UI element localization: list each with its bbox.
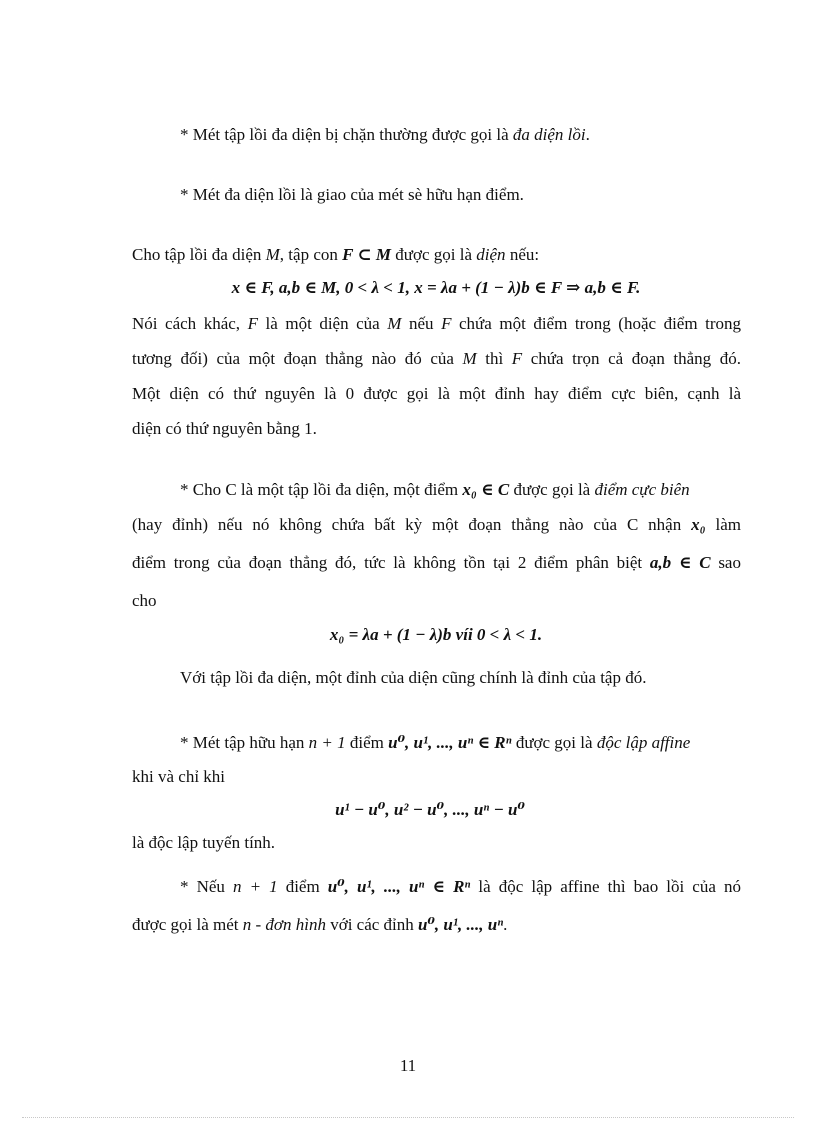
page-number: 11	[399, 1056, 417, 1075]
text: nếu:	[505, 245, 540, 264]
paragraph-intersection	[180, 184, 524, 206]
paragraph-face-definition	[132, 244, 539, 266]
paragraph-extreme-point-line1: * Cho C là một tập lồi đa diện, một điểm x₀ ∈ C được gọi là điểm cực biên	[180, 480, 690, 499]
term-affine-independent: độc lập affine	[596, 733, 691, 752]
term-extreme-point: điểm cực biên	[594, 480, 690, 499]
math-subset: F ⊂ M	[342, 245, 392, 264]
equation-face: x ∈ F, a,b ∈ M, 0 < λ < 1, x = λa + (1 − λ)b ∈ F ⇒ a,b ∈ F.	[231, 278, 641, 297]
paragraph-simplex-line1: * Nếu n + 1 điểm u⁰, u¹, ..., uⁿ ∈ Rⁿ là độc lập affine thì bao lồi của nó	[180, 877, 741, 896]
paragraph-vertex-of-face: Với tập lồi đa diện, một đỉnh của diện cũng chính là đỉnh của tập đó.	[180, 668, 647, 687]
paragraph-other-words-line2: tương đối) của một đoạn thẳng nào đó của M thì F chứa trọn cả đoạn thẳng đó.	[132, 349, 741, 368]
equation-differences: u¹ − u⁰, u² − u⁰, ..., uⁿ − u⁰	[335, 800, 525, 819]
paragraph-extreme-point-line4: cho	[132, 591, 157, 610]
term-n-simplex: n - đơn hình	[242, 915, 326, 934]
page-bottom-divider	[22, 1117, 794, 1118]
paragraph-linear-independence: là độc lập tuyến tính.	[132, 833, 276, 852]
paragraph-simplex-line2: được gọi là mét n - đơn hình với các đỉnh u⁰, u¹, ..., uⁿ.	[132, 915, 508, 934]
text: .	[585, 125, 590, 144]
text: * Mét đa diện lồi là giao của mét sè hữu hạn điểm.	[180, 185, 524, 204]
paragraph-other-words-line4: diện có thứ nguyên bằng 1.	[132, 419, 317, 438]
text: Cho tập lồi đa diện	[132, 245, 266, 264]
paragraph-extreme-point-line3: điểm trong của đoạn thẳng đó, tức là không tồn tại 2 điểm phân biệt a,b ∈ C sao	[132, 553, 741, 572]
text: được gọi là	[391, 245, 477, 264]
paragraph-other-words-line3: Một diện có thứ nguyên là 0 được gọi là một đỉnh hay điểm cực biên, cạnh là	[132, 384, 741, 403]
math-points-in-Rn: u⁰, u¹, ..., uⁿ ∈ Rⁿ	[388, 733, 512, 752]
paragraph-extreme-point-line2: (hay đỉnh) nếu nó không chứa bất kỳ một đoạn thẳng nào của C nhận x₀ làm	[132, 515, 741, 534]
text: * Mét tập lồi đa diện bị chặn thường được gọi là	[180, 125, 513, 144]
paragraph-polyhedron-definition	[180, 124, 590, 146]
paragraph-affine-independence-line2: khi và chỉ khi	[132, 767, 226, 786]
term-convex-polyhedron: đa diện lồi	[512, 125, 586, 144]
term-face: diện	[476, 245, 506, 264]
paragraph-affine-independence-line1: * Mét tập hữu hạn n + 1 điểm u⁰, u¹, ..., uⁿ ∈ Rⁿ được gọi là độc lập affine	[180, 733, 691, 752]
symbol-M: M	[265, 245, 280, 264]
paragraph-other-words-line1: Nói cách khác, F là một diện của M nếu F chứa một điểm trong (hoặc điểm trong	[132, 314, 742, 333]
text: , tập con	[279, 245, 343, 264]
equation-extreme-point: x₀ = λa + (1 − λ)b víi 0 < λ < 1.	[329, 625, 543, 644]
math-x0-in-C: x₀ ∈ C	[462, 480, 510, 499]
